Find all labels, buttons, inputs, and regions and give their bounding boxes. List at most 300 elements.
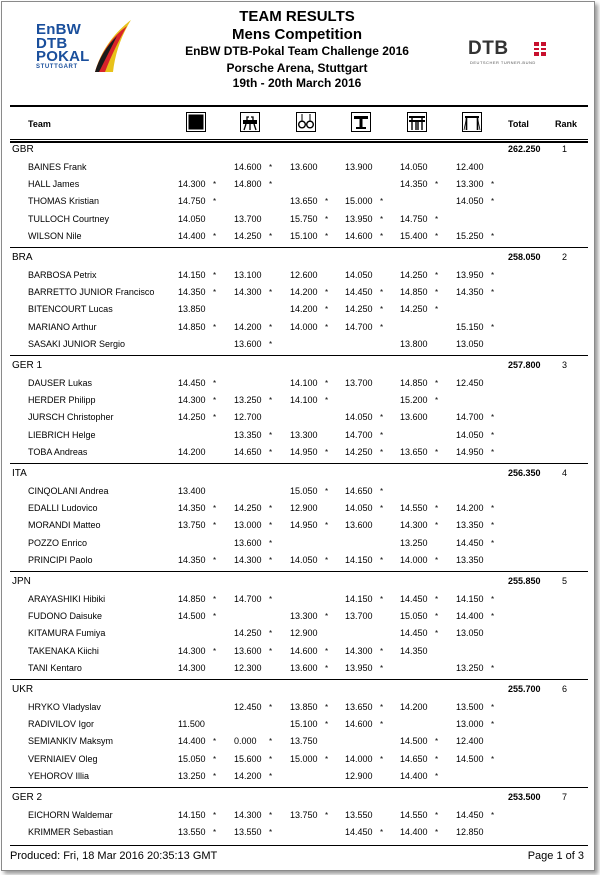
counted-score-marker: * [491,663,495,673]
apparatus-score: 13.650 [345,702,373,712]
counted-score-marker: * [213,828,217,838]
counted-score-marker: * [380,231,384,241]
apparatus-score: 14.850 [178,321,206,332]
apparatus-score: 14.150 [178,270,206,280]
apparatus-score: 14.250 [234,628,262,639]
rank-column-header: Rank [555,119,578,129]
apparatus-score: 14.300 [400,520,428,531]
athlete-row [10,193,588,210]
team-total: 258.050 [508,252,541,262]
apparatus-score: 13.250 [178,770,206,781]
counted-score-marker: * [380,720,384,730]
athlete-row [10,319,588,336]
counted-score-marker: * [325,521,329,531]
counted-score-marker: * [213,754,217,764]
counted-score-marker: * [325,754,329,764]
team-block [10,787,588,848]
apparatus-score: 13.850 [290,702,318,712]
counted-score-marker: * [380,646,384,656]
apparatus-score: 14.050 [178,213,206,224]
counted-score-marker: * [213,322,217,332]
counted-score-marker: * [435,271,439,280]
athlete-row [10,733,588,750]
counted-score-marker: * [213,555,217,565]
counted-score-marker: * [435,231,439,241]
apparatus-score: 14.150 [456,594,484,604]
apparatus-score: 14.550 [400,810,428,820]
high-bar-icon [462,112,482,132]
apparatus-score: 15.050 [400,611,428,622]
team-country: GBR [12,144,34,155]
athlete-name: MARIANO Arthur [28,321,97,332]
team-column-header: Team [28,119,51,129]
logo-line1: EnBW [36,21,81,38]
athlete-name: LIEBRICH Helge [28,429,96,440]
counted-score-marker: * [213,771,217,781]
athlete-name: HRYKO Vladyslav [28,702,101,712]
athlete-name: JURSCH Christopher [28,412,114,423]
athlete-row [10,807,588,824]
apparatus-score: 14.050 [456,429,484,440]
counted-score-marker: * [325,612,329,622]
apparatus-score: 13.750 [178,520,206,531]
apparatus-score: 14.300 [178,662,206,673]
counted-score-marker: * [380,214,384,224]
apparatus-score: 14.200 [400,702,428,712]
apparatus-score: 14.300 [234,810,262,820]
athlete-row [10,625,588,642]
team-total: 257.800 [508,360,541,370]
counted-score-marker: * [380,413,384,423]
counted-score-marker: * [491,447,495,457]
apparatus-score: 14.350 [400,179,428,190]
athlete-name: MORANDI Matteo [28,520,101,531]
apparatus-score: 14.100 [290,378,318,388]
counted-score-marker: * [435,379,439,388]
counted-score-marker: * [269,322,273,332]
apparatus-score: 13.750 [290,736,318,747]
apparatus-score: 15.100 [290,719,318,730]
counted-score-marker: * [491,754,495,764]
counted-score-marker: * [213,521,217,531]
apparatus-score: 14.300 [178,395,206,406]
athlete-row [10,444,588,461]
apparatus-score: 14.350 [178,287,206,298]
athlete-row [10,159,588,176]
counted-score-marker: * [380,305,384,315]
apparatus-score: 15.600 [234,753,262,764]
counted-score-marker: * [435,737,439,747]
athlete-row [10,427,588,444]
apparatus-score: 14.250 [345,446,373,457]
apparatus-score: 15.250 [456,230,484,241]
athlete-name: RADIVILOV Igor [28,719,95,730]
apparatus-score: 13.050 [456,628,484,639]
apparatus-score: 14.200 [456,503,484,514]
apparatus-score: 13.700 [345,611,373,622]
athlete-name: BITENCOURT Lucas [28,304,113,315]
apparatus-score: 13.950 [345,213,373,224]
apparatus-score: 14.200 [290,304,318,315]
athlete-row [10,660,588,677]
counted-score-marker: * [269,396,273,406]
athlete-row [10,392,588,409]
apparatus-score: 14.500 [178,611,206,622]
apparatus-score: 15.200 [400,395,428,406]
event-name: EnBW DTB-Pokal Team Challenge 2016 [185,44,409,58]
counted-score-marker: * [380,555,384,565]
apparatus-score: 14.850 [178,594,206,604]
counted-score-marker: * [491,271,495,280]
apparatus-score: 14.700 [345,429,373,440]
logo-line4: STUTTGART [36,64,78,70]
venue: Porsche Arena, Stuttgart [226,61,368,75]
apparatus-score: 13.950 [345,662,373,673]
athlete-row [10,336,588,353]
apparatus-score: 14.450 [400,628,428,639]
counted-score-marker: * [325,811,329,820]
apparatus-score: 14.700 [456,412,484,423]
counted-score-marker: * [269,754,273,764]
team-country: GER 1 [12,360,43,371]
athlete-row [10,409,588,426]
apparatus-score: 14.450 [345,287,373,298]
apparatus-score: 14.200 [178,446,206,457]
counted-score-marker: * [435,214,439,224]
counted-score-marker: * [435,754,439,764]
athlete-row [10,267,588,284]
counted-score-marker: * [269,595,273,604]
logo-line2: DTB [36,35,68,52]
apparatus-score: 12.700 [234,412,262,423]
athlete-row [10,643,588,660]
apparatus-score: 14.650 [345,486,373,496]
apparatus-score: 14.600 [290,645,318,656]
team-rank: 1 [562,144,568,154]
team-country: GER 2 [12,792,43,803]
counted-score-marker: * [380,828,384,838]
counted-score-marker: * [491,720,495,730]
apparatus-score: 13.600 [234,338,262,349]
athlete-name: TAKENAKA Kiichi [28,645,99,656]
counted-score-marker: * [325,487,329,496]
apparatus-score: 15.400 [400,230,428,241]
counted-score-marker: * [213,811,217,820]
team-block [10,139,588,248]
athlete-name: DAUSER Lukas [28,378,93,388]
apparatus-score: 0.000 [234,736,257,747]
counted-score-marker: * [325,214,329,224]
athlete-name: HALL James [28,179,80,190]
counted-score-marker: * [491,231,495,241]
apparatus-score: 14.500 [456,753,484,764]
vault-icon [351,112,371,132]
team-total: 262.250 [508,144,541,154]
apparatus-score: 14.150 [345,594,373,604]
counted-score-marker: * [325,703,329,712]
counted-score-marker: * [213,271,217,280]
athlete-row [10,483,588,500]
apparatus-score: 13.350 [456,520,484,531]
counted-score-marker: * [325,447,329,457]
team-country: JPN [12,576,31,587]
apparatus-score: 13.650 [400,446,428,457]
counted-score-marker: * [380,322,384,332]
apparatus-score: 13.250 [400,537,428,548]
apparatus-score: 12.600 [290,270,318,280]
apparatus-score: 13.550 [234,827,262,838]
counted-score-marker: * [491,595,495,604]
apparatus-score: 14.600 [345,230,373,241]
counted-score-marker: * [325,305,329,315]
apparatus-score: 14.050 [290,554,318,565]
apparatus-score: 13.600 [234,537,262,548]
apparatus-score: 13.500 [456,702,484,712]
apparatus-score: 14.400 [178,230,206,241]
rings-icon [296,112,316,132]
apparatus-score: 14.650 [234,446,262,457]
apparatus-score: 13.950 [456,270,484,280]
apparatus-score: 14.850 [400,287,428,298]
team-rank: 3 [562,360,568,370]
athlete-name: PRINCIPI Paolo [28,554,93,565]
counted-score-marker: * [269,430,273,440]
apparatus-score: 14.250 [178,412,206,423]
athlete-name: EDALLI Ludovico [28,503,98,514]
counted-score-marker: * [213,288,217,298]
team-country: UKR [12,684,34,695]
athlete-name: ARAYASHIKI Hibiki [28,594,106,604]
athlete-row [10,211,588,228]
dtb-cross-icon [534,42,546,56]
team-rank: 4 [562,468,568,478]
counted-score-marker: * [435,555,439,565]
team-block [10,571,588,680]
counted-score-marker: * [325,379,329,388]
team-block [10,679,588,788]
apparatus-score: 14.250 [345,304,373,315]
counted-score-marker: * [325,663,329,673]
athlete-row [10,301,588,318]
counted-score-marker: * [213,396,217,406]
counted-score-marker: * [380,663,384,673]
counted-score-marker: * [213,504,217,514]
athlete-name: TULLOCH Courtney [28,213,110,224]
counted-score-marker: * [325,231,329,241]
athlete-name: BARBOSA Petrix [28,270,97,280]
page-title: TEAM RESULTS [239,8,355,25]
counted-score-marker: * [380,197,384,207]
athlete-name: SEMIANKIV Maksym [28,736,114,747]
apparatus-score: 13.900 [345,162,373,172]
apparatus-score: 14.350 [456,287,484,298]
apparatus-score: 14.750 [400,213,428,224]
athlete-row [10,591,588,608]
counted-score-marker: * [269,447,273,457]
apparatus-score: 12.450 [234,702,262,712]
athlete-row [10,176,588,193]
counted-score-marker: * [491,322,495,332]
counted-score-marker: * [213,413,217,423]
apparatus-score: 14.050 [456,196,484,207]
apparatus-score: 13.350 [456,554,484,565]
apparatus-score: 14.400 [400,827,428,838]
team-rank: 2 [562,252,568,262]
apparatus-score: 15.000 [345,196,373,207]
apparatus-score: 14.450 [345,827,373,838]
apparatus-score: 14.050 [345,412,373,423]
apparatus-score: 14.450 [456,537,484,548]
athlete-name: SASAKI JUNIOR Sergio [28,338,126,349]
athlete-name: BARRETTO JUNIOR Francisco [28,287,155,298]
dtb-logo-text: DTB [468,38,509,59]
athlete-row [10,824,588,841]
apparatus-score: 14.250 [400,304,428,315]
team-total: 253.500 [508,792,541,802]
apparatus-score: 12.900 [290,628,318,639]
counted-score-marker: * [435,288,439,298]
apparatus-score: 14.500 [400,736,428,747]
athlete-name: FUDONO Daisuke [28,611,103,622]
counted-score-marker: * [269,811,273,820]
athlete-row [10,699,588,716]
apparatus-score: 12.900 [345,770,373,781]
apparatus-score: 13.700 [345,378,373,388]
apparatus-score: 12.850 [456,827,484,838]
athlete-row [10,535,588,552]
team-block [10,355,588,464]
apparatus-score: 12.300 [234,662,262,673]
apparatus-score: 12.450 [456,378,484,388]
team-rank: 7 [562,792,568,802]
athlete-row [10,716,588,733]
counted-score-marker: * [380,447,384,457]
apparatus-score: 14.000 [345,753,373,764]
apparatus-score: 14.700 [234,594,262,604]
apparatus-score: 13.550 [178,827,206,838]
counted-score-marker: * [269,828,273,838]
apparatus-score: 13.300 [290,611,318,622]
counted-score-marker: * [491,521,495,531]
athlete-name: KITAMURA Fumiya [28,628,106,639]
apparatus-score: 14.000 [290,321,318,332]
apparatus-score: 15.150 [456,321,484,332]
apparatus-score: 13.600 [290,162,318,172]
apparatus-score: 14.400 [456,611,484,622]
counted-score-marker: * [325,197,329,207]
counted-score-marker: * [380,504,384,514]
apparatus-score: 14.150 [345,554,373,565]
counted-score-marker: * [491,504,495,514]
apparatus-score: 13.600 [234,645,262,656]
counted-score-marker: * [269,163,273,172]
counted-score-marker: * [269,538,273,548]
team-block [10,463,588,572]
apparatus-score: 13.400 [178,486,206,496]
apparatus-score: 14.800 [234,179,262,190]
apparatus-score: 13.050 [456,338,484,349]
counted-score-marker: * [380,703,384,712]
counted-score-marker: * [491,703,495,712]
team-rank: 6 [562,684,568,694]
total-column-header: Total [508,119,529,129]
apparatus-score: 13.000 [234,520,262,531]
counted-score-marker: * [435,629,439,639]
counted-score-marker: * [213,612,217,622]
apparatus-score: 14.350 [178,554,206,565]
counted-score-marker: * [213,231,217,241]
team-country: BRA [12,252,33,263]
apparatus-score: 15.050 [178,753,206,764]
apparatus-score: 13.700 [234,213,262,224]
counted-score-marker: * [435,771,439,781]
team-rank: 5 [562,576,568,586]
apparatus-score: 14.550 [400,503,428,514]
team-total: 255.700 [508,684,541,694]
counted-score-marker: * [380,595,384,604]
counted-score-marker: * [380,430,384,440]
counted-score-marker: * [380,487,384,496]
dtb-logo [468,38,550,68]
apparatus-score: 13.250 [234,395,262,406]
apparatus-score: 13.850 [178,304,206,315]
apparatus-score: 12.400 [456,162,484,172]
dtb-logo-tagline: DEUTSCHER TURNER-BUND [470,60,536,65]
apparatus-score: 14.000 [400,554,428,565]
apparatus-score: 13.750 [290,810,318,820]
counted-score-marker: * [269,703,273,712]
enbw-dtb-pokal-logo [36,16,132,74]
apparatus-score: 13.600 [400,412,428,423]
apparatus-score: 14.050 [345,270,373,280]
counted-score-marker: * [269,231,273,241]
apparatus-score: 13.000 [456,719,484,730]
athlete-name: CINQOLANI Andrea [28,486,109,496]
apparatus-score: 14.850 [400,378,428,388]
counted-score-marker: * [435,305,439,315]
counted-score-marker: * [491,612,495,622]
apparatus-score: 15.750 [290,213,318,224]
column-header-row [10,105,588,143]
counted-score-marker: * [491,197,495,207]
counted-score-marker: * [380,754,384,764]
apparatus-score: 13.650 [290,196,318,207]
athlete-name: TANI Kentaro [28,662,82,673]
apparatus-score: 14.200 [234,770,262,781]
apparatus-score: 14.050 [345,503,373,514]
apparatus-score: 14.950 [456,446,484,457]
counted-score-marker: * [435,828,439,838]
counted-score-marker: * [325,555,329,565]
apparatus-score: 13.600 [290,662,318,673]
apparatus-score: 15.000 [290,753,318,764]
apparatus-score: 14.600 [345,719,373,730]
produced-timestamp: Produced: Fri, 18 Mar 2016 20:35:13 GMT [10,850,218,862]
team-total: 256.350 [508,468,541,478]
team-country: ITA [12,468,27,479]
counted-score-marker: * [491,180,495,190]
counted-score-marker: * [269,555,273,565]
athlete-name: POZZO Enrico [28,537,88,548]
counted-score-marker: * [269,646,273,656]
counted-score-marker: * [213,646,217,656]
parallel-bars-icon [407,112,427,132]
counted-score-marker: * [435,447,439,457]
counted-score-marker: * [213,595,217,604]
apparatus-score: 14.300 [345,645,373,656]
counted-score-marker: * [269,339,273,349]
apparatus-score: 14.250 [400,270,428,280]
